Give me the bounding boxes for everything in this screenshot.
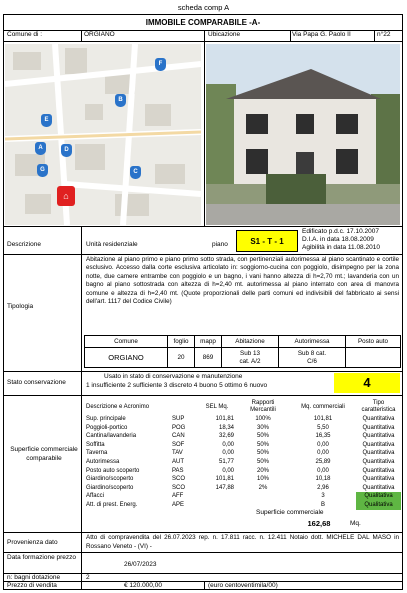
cadastral-table xyxy=(84,335,401,368)
edificato-text: Edificato p.d.c. 17.10.2007 xyxy=(302,228,379,235)
piano-value: S1 - T - 1 xyxy=(236,230,298,252)
cad-header-posto-auto: Posto auto xyxy=(346,336,401,348)
sheet-caption: scheda comp A xyxy=(177,3,230,12)
superficie-label: Superficie commerciale comparabile xyxy=(10,446,78,462)
surface-row: Poggioli-portico POG 18,34 30% 5,50 Quantitativa xyxy=(86,424,395,431)
stato-value: 4 xyxy=(334,373,400,393)
map-pin-e: E xyxy=(41,114,52,127)
surface-row: Soffitta SOF 0,00 50% 0,00 Quantitativa xyxy=(86,441,395,448)
surf-header-acronimo xyxy=(170,399,198,415)
stato-label: Stato conservazione xyxy=(7,379,66,386)
cad-value-comune: ORGIANO xyxy=(85,348,168,368)
cad-header-mapp: mapp xyxy=(195,336,222,348)
comune-value: ORGIANO xyxy=(84,31,115,38)
comune-label: Comune di : xyxy=(7,31,43,38)
surface-row: Att. di prest. Energ. APE B Qualitativa xyxy=(84,501,401,510)
surf-header-rapporti: Rapporti Mercantili xyxy=(250,400,276,413)
surface-row: Giardino/scoperto SCO 101,81 10% 10,18 Quantitativa xyxy=(86,476,395,483)
data-formazione-value: 26/07/2023 xyxy=(124,561,157,568)
agibilita-text: Agibilità in data 11.08.2010 xyxy=(302,244,380,251)
comparable-sheet xyxy=(3,14,403,590)
surf-header-sel: SEL Mq. xyxy=(205,403,229,410)
tipologia-text: Abitazione al piano primo e piano primo sotto strada, con pertinenziali autorimessa al piano scantinato e cortile esclusivo. Accesso dalla corte esclusiva articolato in: soggiorno-cucina con poggiolo, disimpegno per la zona notte, due camere entrambe con poggiolo e un bagno, i vani hanno altezza di h=2,70 mt.; lavanderia con un bagno al piano sottostrada con altezza di h=2,40 mt. autorimessa al piano interrato con area di manovra comune e altezza di h=2,40 mt. (Quote proporzionali delle parti comuni ed indivisibili del fabbricato ai sensi dell'art. 1117 del Codice Civile) xyxy=(86,256,399,306)
street-number: n°22 xyxy=(377,31,391,38)
prezzo-words: (euro centoventimila/00) xyxy=(208,582,278,589)
map-pin-g: G xyxy=(37,164,48,177)
cad-header-comune: Comune xyxy=(85,336,168,348)
dia-text: D.I.A. in data 18.08.2009 xyxy=(302,236,374,243)
prezzo-value: € 120.000,00 xyxy=(124,582,162,589)
cad-header-autorimessa: Autorimessa xyxy=(279,336,346,348)
surface-row: Cantina/lavanderia CAN 32,69 50% 16,35 Quantitativa xyxy=(86,433,395,440)
sheet-title: IMMOBILE COMPARABILE -A- xyxy=(4,15,402,31)
piano-label: piano xyxy=(212,241,228,248)
superficie-total-label: Superficie commerciale xyxy=(256,509,324,516)
surf-header-tipo: Tipo caratteristica xyxy=(361,400,396,413)
cad-header-abitazione: Abitazione xyxy=(222,336,279,348)
street-value: Via Papa G. Paolo II xyxy=(292,31,351,38)
map-pin-f: F xyxy=(155,58,166,71)
data-formazione-label: Data formazione prezzo xyxy=(7,554,77,561)
surface-row: Affacci AFF 3 Qualitativa xyxy=(84,492,401,501)
property-photo xyxy=(206,44,400,225)
surface-row: Taverna TAV 0,00 50% 0,00 Quantitativa xyxy=(86,450,395,457)
superficie-total-unit: Mq. xyxy=(350,520,361,527)
cad-value-posto-auto xyxy=(346,348,401,368)
stato-line2: 1 insufficiente 2 sufficiente 3 discreto 4 buono 5 ottimo 6 nuovo xyxy=(86,382,268,389)
prezzo-label: Prezzo di vendita xyxy=(7,582,57,589)
map-pin-b: B xyxy=(115,94,126,107)
provenienza-text: Atto di compravendita del 26.07.2023 rep. n. 17.811 racc. n. 12.411 Notaio dott. MICHELE DAL MASO in Rossano Veneto - (VI) - xyxy=(86,534,399,550)
tipologia-label: Tipologia xyxy=(7,303,34,310)
cad-value-abitazione: Sub 13 cat. A/2 xyxy=(222,348,279,368)
descrizione-label: Descrizione xyxy=(7,241,41,248)
surf-header-descrizione: Descrizione e Acronimo xyxy=(86,403,150,410)
descrizione-value: Unità residenziale xyxy=(86,241,138,248)
surface-row: Giardino/scoperto SCO 147,88 2% 2,96 Quantitativa xyxy=(86,484,395,491)
bagni-value: 2 xyxy=(86,574,90,581)
cad-value-mapp: 869 xyxy=(195,348,222,368)
ubicazione-label: Ubicazione xyxy=(208,31,241,38)
superficie-total-value: 162,68 xyxy=(307,519,331,528)
bagni-label: n: bagni dotazione xyxy=(7,574,61,581)
subject-property-icon: ⌂ xyxy=(57,186,75,206)
surface-row: Posto auto scoperto PAS 0,00 20% 0,00 Quantitativa xyxy=(86,467,395,474)
map-pin-c: C xyxy=(130,166,141,179)
cad-header-foglio: foglio xyxy=(168,336,195,348)
location-map xyxy=(5,44,201,225)
surface-table xyxy=(84,399,401,510)
provenienza-label: Provenienza dato xyxy=(7,539,58,546)
map-pin-d: D xyxy=(61,144,72,157)
surf-header-mq-commerciali: Mq. commerciali xyxy=(301,403,345,410)
cad-value-foglio: 20 xyxy=(168,348,195,368)
stato-line1: Usato in stato di conservazione e manutenzione xyxy=(104,373,243,380)
map-pin-a: A xyxy=(35,142,46,155)
surface-row: Sup. principale SUP 101,81 100% 101,81 Quantitativa xyxy=(86,416,395,422)
surface-row: Autorimessa AUT 51,77 50% 25,89 Quantitativa xyxy=(86,458,395,465)
cad-value-autorimessa: Sub 8 cat. C/6 xyxy=(279,348,346,368)
